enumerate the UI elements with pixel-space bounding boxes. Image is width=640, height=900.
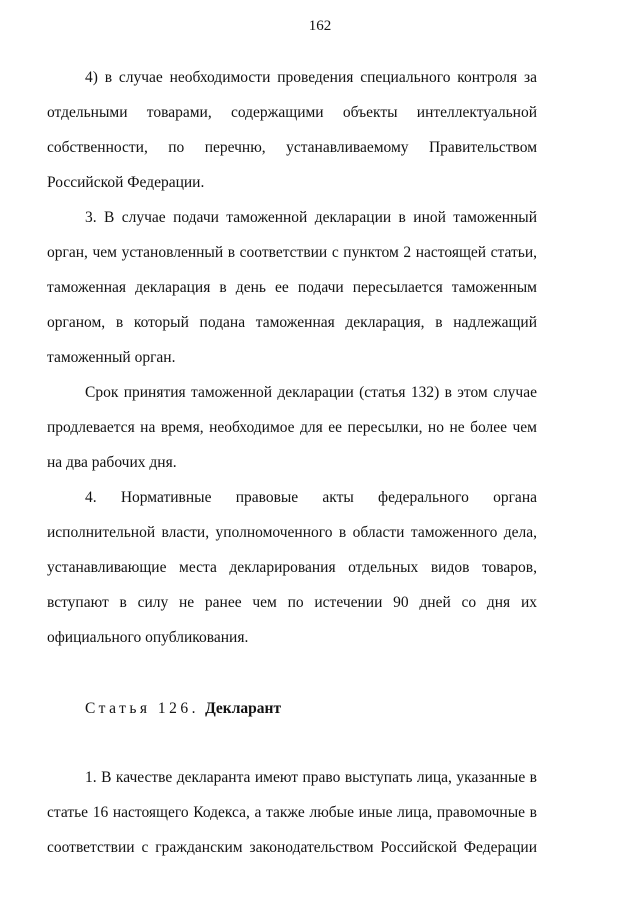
- page-number: 162: [308, 18, 332, 34]
- document-body: [47, 60, 537, 865]
- paragraph-section-3: 3. В случае подачи таможенной декларации в иной таможенный орган, чем установленный в соответствии с пунктом 2 настоящей статьи, таможенная декларация в день ее подачи пересылается таможенным органом, в который подана таможенная декларация, в надлежащий таможенный орган.: [47, 209, 537, 366]
- paragraph-item-4: 4) в случае необходимости проведения специального контроля за отдельными товарами, содержащими объекты интеллектуальной собственности, по перечню, устанавливаемому Правительством Российской Федерации.: [47, 69, 537, 191]
- article-label: Статья 126.: [85, 700, 200, 717]
- article-title: Декларант: [205, 700, 282, 717]
- article-heading: [47, 691, 537, 726]
- spacer: [47, 726, 537, 760]
- spacer: [47, 655, 537, 691]
- paragraph-article-section-1: 1. В качестве декларанта имеют право выступать лица, указанные в статье 16 настоящего Кодекса, а также любые иные лица, правомочные в соответствии с гражданским законодательством Российской Федерации: [47, 769, 537, 856]
- paragraph-section-4: 4. Нормативные правовые акты федерального органа исполнительной власти, уполномоченного в области таможенного дела, устанавливающие места декларирования отдельных видов товаров, вступают в силу не ранее чем по истечении 90 дней со дня их официального опубликования.: [47, 489, 537, 646]
- paragraph-deadline: Срок принятия таможенной декларации (статья 132) в этом случае продлевается на время, необходимое для ее пересылки, но не более чем на два рабочих дня.: [47, 384, 537, 471]
